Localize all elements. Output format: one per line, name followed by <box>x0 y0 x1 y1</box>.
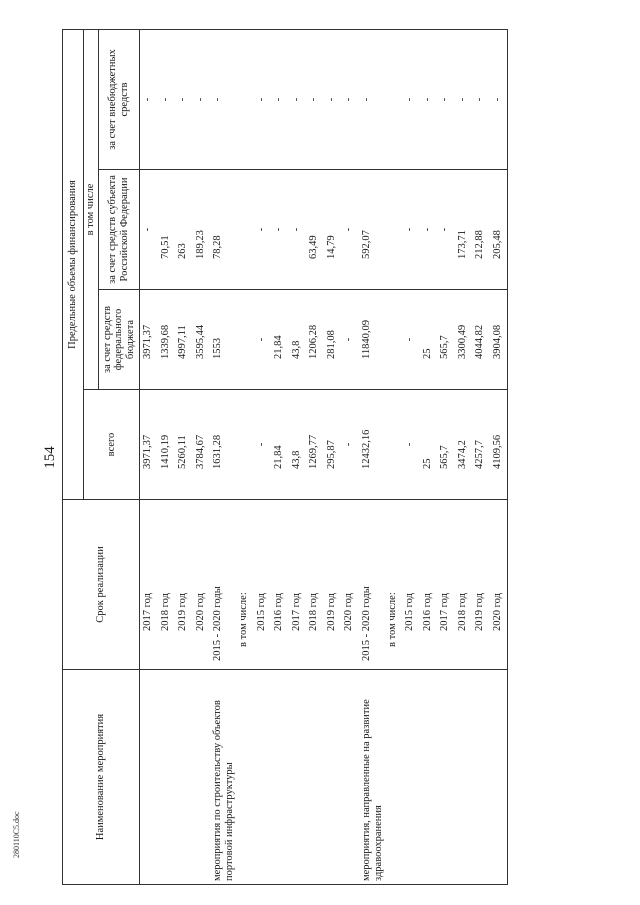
row-name <box>324 670 342 885</box>
row-term: 2015 год <box>254 500 272 670</box>
row-name <box>271 670 289 885</box>
row-total: 3474,2 <box>455 390 473 500</box>
rotated-page <box>40 30 600 885</box>
row-regional: - <box>341 170 359 290</box>
row-regional: - <box>271 170 289 290</box>
row-total: 1410,19 <box>158 390 176 500</box>
table-row <box>420 30 438 885</box>
row-total: 4257,7 <box>472 390 490 500</box>
row-term: в том числе: <box>236 500 254 670</box>
row-term: 2019 год <box>472 500 490 670</box>
row-federal: 565,7 <box>437 290 455 390</box>
row-total: - <box>341 390 359 500</box>
row-term: 2017 год <box>140 500 158 670</box>
row-total: 5260,11 <box>175 390 193 500</box>
row-extra: - <box>140 30 158 170</box>
row-extra: - <box>490 30 508 170</box>
table-row <box>359 30 385 885</box>
financing-table <box>62 29 508 885</box>
row-federal: 11840,09 <box>359 290 385 390</box>
row-term: 2020 год <box>341 500 359 670</box>
table-row <box>236 30 254 885</box>
header-including: в том числе <box>84 30 99 390</box>
row-federal: - <box>254 290 272 390</box>
header-federal: за счет средств федерального бюджета <box>99 290 140 390</box>
row-federal: - <box>341 290 359 390</box>
row-term: 2016 год <box>420 500 438 670</box>
row-term: 2018 год <box>455 500 473 670</box>
row-extra: - <box>437 30 455 170</box>
table-row <box>402 30 420 885</box>
row-term: 2017 год <box>437 500 455 670</box>
row-total: 21,84 <box>271 390 289 500</box>
row-total: - <box>254 390 272 500</box>
row-name <box>490 670 508 885</box>
row-federal: 3595,44 <box>193 290 211 390</box>
header-term: Срок реализации <box>63 500 140 670</box>
row-total: 3784,67 <box>193 390 211 500</box>
row-extra: - <box>271 30 289 170</box>
row-extra: - <box>359 30 385 170</box>
row-term: 2016 год <box>271 500 289 670</box>
row-federal: 4997,11 <box>175 290 193 390</box>
header-total: всего <box>84 390 140 500</box>
row-name <box>437 670 455 885</box>
table-row <box>193 30 211 885</box>
row-federal: 3971,37 <box>140 290 158 390</box>
row-extra: - <box>420 30 438 170</box>
row-name <box>289 670 307 885</box>
row-regional: 189,23 <box>193 170 211 290</box>
row-name <box>254 670 272 885</box>
row-regional: - <box>437 170 455 290</box>
table-row <box>472 30 490 885</box>
table-row <box>271 30 289 885</box>
table-row <box>324 30 342 885</box>
row-federal: 281,08 <box>324 290 342 390</box>
row-extra: - <box>254 30 272 170</box>
row-federal: 25 <box>420 290 438 390</box>
row-term: 2015 - 2020 годы <box>359 500 385 670</box>
table-body <box>140 30 508 885</box>
row-federal <box>236 290 254 390</box>
table-row <box>490 30 508 885</box>
row-total: 1631,28 <box>210 390 236 500</box>
row-regional: - <box>140 170 158 290</box>
table-row <box>437 30 455 885</box>
header-name: Наименование мероприятия <box>63 670 140 885</box>
row-regional: 70,51 <box>158 170 176 290</box>
row-name <box>455 670 473 885</box>
row-regional <box>236 170 254 290</box>
row-extra: - <box>472 30 490 170</box>
table-row <box>210 30 236 885</box>
footer-code: 280110C5.doc <box>12 811 21 858</box>
row-federal: 1553 <box>210 290 236 390</box>
row-name <box>158 670 176 885</box>
row-name <box>236 670 254 885</box>
row-term: 2019 год <box>324 500 342 670</box>
row-total: 3971,37 <box>140 390 158 500</box>
row-total: 565,7 <box>437 390 455 500</box>
row-total <box>236 390 254 500</box>
table-row <box>289 30 307 885</box>
row-total: 25 <box>420 390 438 500</box>
row-regional: 173,71 <box>455 170 473 290</box>
row-extra: - <box>306 30 324 170</box>
page-number: 154 <box>42 446 58 469</box>
row-name: мероприятия, направленные на развитие здравоохранения <box>359 670 385 885</box>
row-extra: - <box>341 30 359 170</box>
row-term: 2015 год <box>402 500 420 670</box>
row-term: 2018 год <box>306 500 324 670</box>
row-extra: - <box>324 30 342 170</box>
row-regional: - <box>420 170 438 290</box>
row-name <box>402 670 420 885</box>
row-regional: 592,07 <box>359 170 385 290</box>
table-row <box>158 30 176 885</box>
row-name <box>306 670 324 885</box>
row-total: 12432,16 <box>359 390 385 500</box>
row-federal: 43,8 <box>289 290 307 390</box>
row-total: - <box>402 390 420 500</box>
row-extra: - <box>289 30 307 170</box>
row-term: 2020 год <box>490 500 508 670</box>
row-name <box>140 670 158 885</box>
row-term: 2015 - 2020 годы <box>210 500 236 670</box>
row-term: 2017 год <box>289 500 307 670</box>
row-regional: 63,49 <box>306 170 324 290</box>
row-regional <box>385 170 403 290</box>
row-name <box>341 670 359 885</box>
row-total: 295,87 <box>324 390 342 500</box>
row-regional: 263 <box>175 170 193 290</box>
row-extra: - <box>158 30 176 170</box>
row-regional: 212,88 <box>472 170 490 290</box>
header-extra: за счет внебюджетных средств <box>99 30 140 170</box>
table-row <box>140 30 158 885</box>
row-name <box>193 670 211 885</box>
row-name <box>420 670 438 885</box>
row-term: 2018 год <box>158 500 176 670</box>
table-row <box>455 30 473 885</box>
row-name <box>472 670 490 885</box>
row-federal: 21,84 <box>271 290 289 390</box>
row-term: в том числе: <box>385 500 403 670</box>
header-regional: за счет средств субъекта Российской Федерации <box>99 170 140 290</box>
row-extra: - <box>455 30 473 170</box>
row-name <box>385 670 403 885</box>
row-federal: 3300,49 <box>455 290 473 390</box>
row-regional: 205,48 <box>490 170 508 290</box>
table-row <box>254 30 272 885</box>
row-extra <box>236 30 254 170</box>
table-row <box>385 30 403 885</box>
row-federal: - <box>402 290 420 390</box>
row-regional: - <box>402 170 420 290</box>
row-regional: - <box>254 170 272 290</box>
row-regional: 78,28 <box>210 170 236 290</box>
row-total: 43,8 <box>289 390 307 500</box>
row-term: 2019 год <box>175 500 193 670</box>
row-regional: 14,79 <box>324 170 342 290</box>
row-name: мероприятия по строительству объектов портовой инфраструктуры <box>210 670 236 885</box>
table-row <box>341 30 359 885</box>
row-extra <box>385 30 403 170</box>
header-limits: Предельные объемы финансирования <box>63 30 84 500</box>
table-row <box>306 30 324 885</box>
row-federal: 3904,08 <box>490 290 508 390</box>
row-extra: - <box>402 30 420 170</box>
row-federal: 4044,82 <box>472 290 490 390</box>
row-extra: - <box>175 30 193 170</box>
row-term: 2020 год <box>193 500 211 670</box>
row-federal: 1206,28 <box>306 290 324 390</box>
row-extra: - <box>193 30 211 170</box>
row-federal: 1339,68 <box>158 290 176 390</box>
table-row <box>175 30 193 885</box>
row-extra: - <box>210 30 236 170</box>
row-total <box>385 390 403 500</box>
row-regional: - <box>289 170 307 290</box>
row-name <box>175 670 193 885</box>
row-total: 4109,56 <box>490 390 508 500</box>
row-federal <box>385 290 403 390</box>
row-total: 1269,77 <box>306 390 324 500</box>
